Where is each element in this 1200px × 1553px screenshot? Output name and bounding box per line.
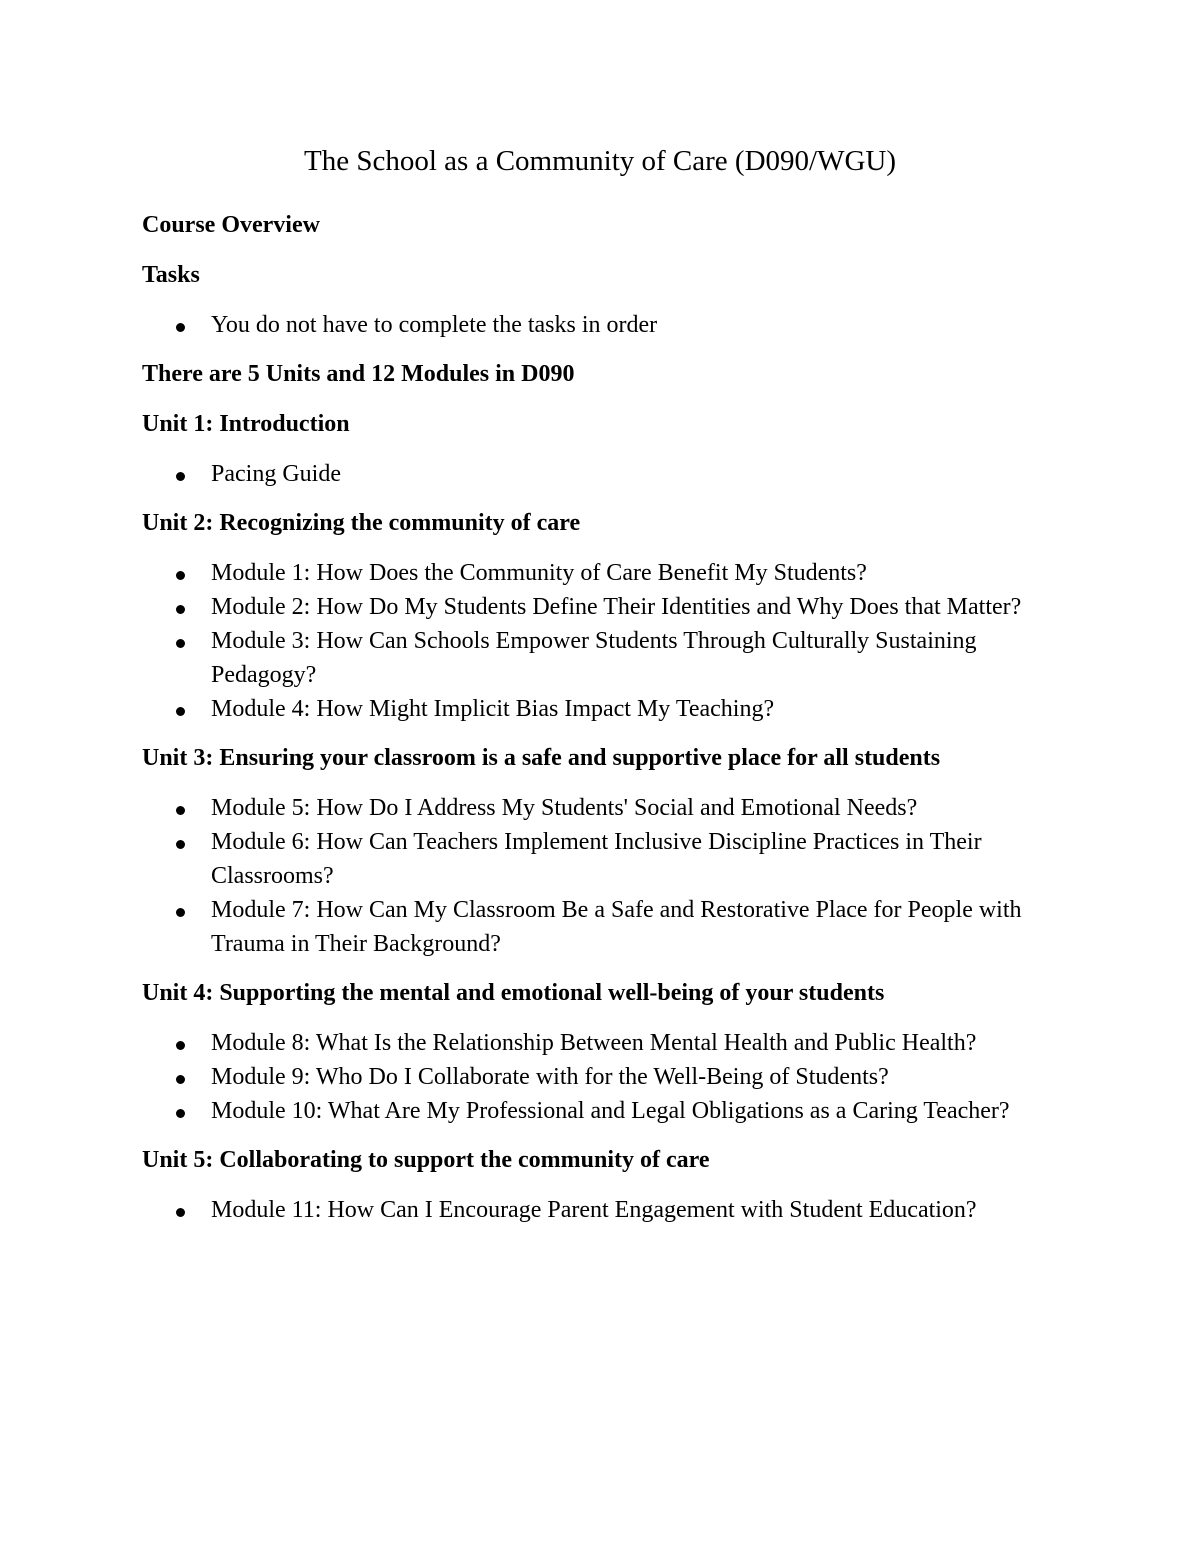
section-heading: Unit 5: Collaborating to support the community of care	[142, 1147, 710, 1173]
bullet-icon	[176, 806, 185, 815]
list-item-text: Pacing Guide	[211, 461, 341, 487]
list-item-text: Module 7: How Can My Classroom Be a Safe and Restorative Place for People with Trauma in Their Background?	[211, 897, 1022, 957]
bullet-list	[142, 1026, 1062, 1128]
bullet-icon	[176, 1041, 185, 1050]
bullet-list	[142, 308, 1062, 342]
list-item-text: You do not have to complete the tasks in order	[211, 312, 658, 338]
section-heading: Unit 4: Supporting the mental and emotional well-being of your students	[142, 980, 885, 1006]
list-item	[142, 308, 1062, 342]
list-item	[142, 791, 1062, 825]
list-item-text: Module 3: How Can Schools Empower Students Through Culturally Sustaining Pedagogy?	[211, 628, 977, 688]
list-item	[142, 590, 1062, 624]
section-heading: There are 5 Units and 12 Modules in D090	[142, 361, 575, 387]
document-content	[142, 140, 1062, 1242]
section-heading: Tasks	[142, 262, 200, 288]
bullet-icon	[176, 840, 185, 849]
list-item	[142, 825, 1062, 893]
section-heading: Unit 2: Recognizing the community of care	[142, 510, 581, 536]
bullet-icon	[176, 1109, 185, 1118]
list-item-text: Module 10: What Are My Professional and Legal Obligations as a Caring Teacher?	[211, 1098, 1010, 1124]
bullet-list	[142, 791, 1062, 961]
section-heading: Course Overview	[142, 212, 320, 238]
list-item-text: Module 5: How Do I Address My Students' Social and Emotional Needs?	[211, 795, 918, 821]
bullet-icon	[176, 323, 185, 332]
bullet-icon	[176, 472, 185, 481]
bullet-list	[142, 457, 1062, 491]
list-item-text: Module 8: What Is the Relationship Between Mental Health and Public Health?	[211, 1030, 977, 1056]
bullet-icon	[176, 571, 185, 580]
list-item	[142, 1193, 1062, 1227]
list-item	[142, 457, 1062, 491]
list-item-text: Module 1: How Does the Community of Care Benefit My Students?	[211, 560, 867, 586]
bullet-icon	[176, 908, 185, 917]
document-sections	[142, 208, 1062, 1227]
document-title: The School as a Community of Care (D090/WGU)	[304, 145, 896, 177]
section-heading: Unit 3: Ensuring your classroom is a safe and supportive place for all students	[142, 745, 941, 771]
bullet-list	[142, 1193, 1062, 1227]
list-item	[142, 692, 1062, 726]
bullet-icon	[176, 1075, 185, 1084]
list-item-text: Module 4: How Might Implicit Bias Impact My Teaching?	[211, 696, 775, 722]
bullet-icon	[176, 605, 185, 614]
list-item	[142, 1094, 1062, 1128]
list-item	[142, 556, 1062, 590]
section-heading: Unit 1: Introduction	[142, 411, 350, 437]
list-item	[142, 624, 1062, 692]
list-item	[142, 1060, 1062, 1094]
list-item-text: Module 9: Who Do I Collaborate with for the Well-Being of Students?	[211, 1064, 889, 1090]
list-item-text: Module 6: How Can Teachers Implement Inclusive Discipline Practices in Their Classrooms?	[211, 829, 982, 889]
bullet-icon	[176, 639, 185, 648]
list-item	[142, 893, 1062, 961]
bullet-list	[142, 556, 1062, 726]
list-item	[142, 1026, 1062, 1060]
list-item-text: Module 11: How Can I Encourage Parent Engagement with Student Education?	[211, 1197, 977, 1223]
bullet-icon	[176, 707, 185, 716]
bullet-icon	[176, 1208, 185, 1217]
list-item-text: Module 2: How Do My Students Define Their Identities and Why Does that Matter?	[211, 594, 1022, 620]
